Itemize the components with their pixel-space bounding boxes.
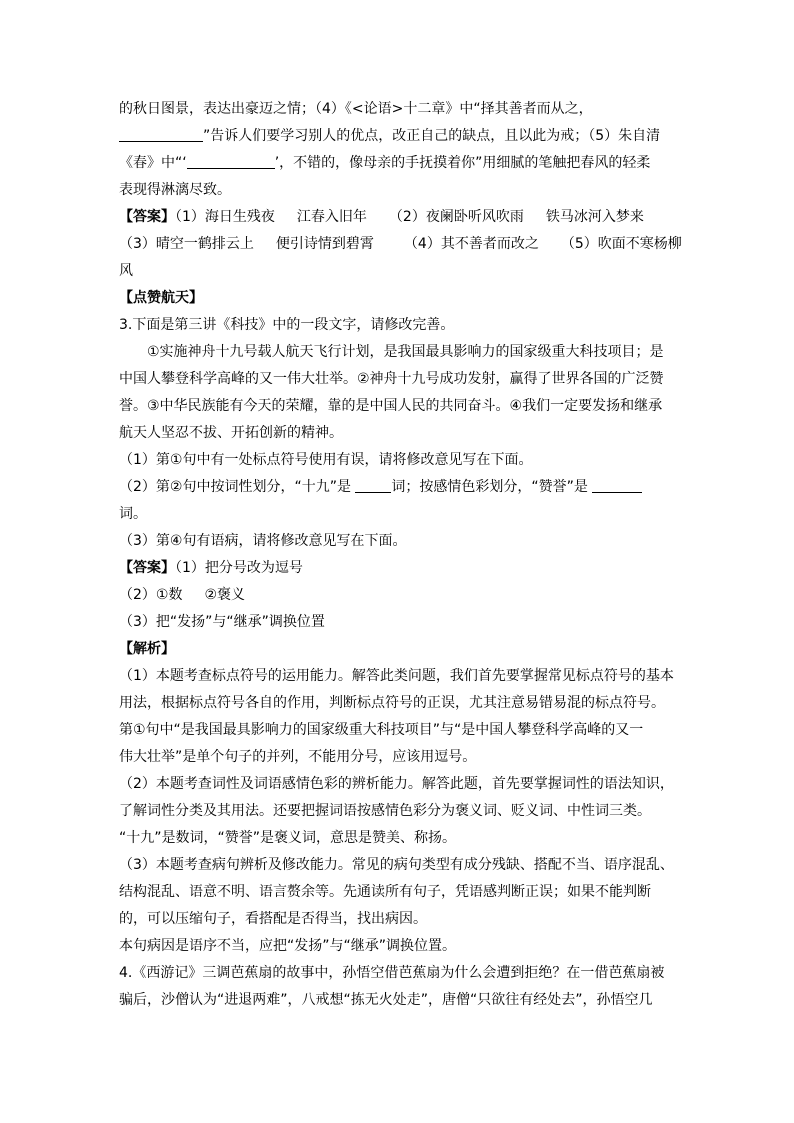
- text-segment: ’，不错的，像母亲的手抚摸着你”用细腻的笔触把春风的轻柔: [274, 155, 651, 171]
- fill-in-blank: [187, 152, 275, 169]
- fill-in-blank: [592, 476, 642, 493]
- text-segment: 词；按感情色彩划分，“赞誉”是: [391, 479, 588, 495]
- answer-line: [119, 231, 682, 258]
- answer-label: 【答案】: [119, 560, 175, 576]
- answer-segment: ②褒义: [204, 587, 246, 603]
- answer-label: 【答案】: [119, 209, 175, 225]
- analysis-line: 本句病因是语序不当，应把“发扬”与“继承”调换位置。: [119, 938, 457, 954]
- question-line: 骗后，沙僧认为“进退两难”，八戒想“拣无火处走”，唐僧“只欲往有经处去”，孙悟空几: [119, 992, 653, 1008]
- analysis-line: （3）本题考查病句辨析及修改能力。常见的病句类型有成分残缺、搭配不当、语序混乱、: [119, 857, 674, 873]
- answer-segment: （3）晴空一鹤排云上: [119, 236, 254, 252]
- text-segment: （2）第②句中按词性划分，“十九”是: [119, 479, 351, 495]
- document-page: [119, 96, 682, 1014]
- analysis-line: 伟大壮举”是单个句子的并列，不能用分号，应该用逗号。: [119, 749, 477, 765]
- answer-segment: （5）吹面不寒杨柳: [560, 236, 682, 252]
- answer-line: （3）把“发扬”与“继承”调换位置: [119, 614, 325, 630]
- passage-line: 航天人坚忍不拔、开拓创新的精神。: [119, 425, 343, 441]
- fill-in-blank: [119, 125, 203, 142]
- text-line: 表现得淋漓尽致。: [119, 182, 231, 198]
- analysis-line: 用法，根据标点符号各自的作用，判断标点符号的正误，尤其注意易错易混的标点符号。: [119, 695, 665, 711]
- sub-question: （3）第④句有语病，请将修改意见写在下面。: [119, 533, 407, 549]
- answer-segment: （4）其不善者而改之: [403, 236, 539, 252]
- text-segment: 《春》中“‘: [119, 155, 187, 171]
- answer-segment: 江春入旧年: [296, 209, 367, 225]
- analysis-heading: 【解析】: [119, 641, 175, 657]
- answer-line: [119, 582, 679, 609]
- text-line: [119, 123, 679, 150]
- question-title: 4.《西游记》三调芭蕉扇的故事中，孙悟空借芭蕉扇为什么会遭到拒绝？在一借芭蕉扇被: [119, 965, 665, 981]
- text-line: [119, 150, 679, 177]
- answer-line: [119, 204, 679, 231]
- text-segment: ”告诉人们要学习别人的优点，改正自己的缺点，且以此为戒；（5）朱自清: [203, 128, 661, 144]
- fill-in-blank: [355, 476, 391, 493]
- sub-question: 词。: [119, 506, 147, 522]
- answer-segment: （2）夜阑卧听风吹雨: [388, 209, 524, 225]
- passage-line: 中国人攀登科学高峰的又一伟大壮举。②神舟十九号成功发射，赢得了世界各国的广泛赞: [119, 371, 664, 387]
- answer-segment: （2）①数: [119, 587, 183, 603]
- analysis-line: 结构混乱、语意不明、语言赘余等。先通读所有句子，凭语感判断正误；如果不能判断: [119, 884, 651, 900]
- analysis-line: 第①句中“是我国最具影响力的国家级重大科技项目”与“是中国人攀登科学高峰的又一: [119, 722, 644, 738]
- text-line: 的秋日图景，表达出豪迈之情；（4）《<论语>十二章》中“择其善者而从之，: [119, 101, 593, 117]
- answer-segment: 便引诗情到碧霄: [275, 236, 374, 252]
- analysis-line: （1）本题考查标点符号的运用能力。解答此类问题，我们首先要掌握常见标点符号的基本: [119, 668, 674, 684]
- passage-line: ①实施神舟十九号载人航天飞行计划，是我国最具影响力的国家级重大科技项目；是: [147, 344, 664, 360]
- sub-question: [119, 474, 679, 501]
- section-heading: 【点赞航天】: [119, 290, 203, 306]
- analysis-line: 的，可以压缩句子，看搭配是否得当，找出病因。: [119, 911, 427, 927]
- analysis-line: （2）本题考查词性及词语感情色彩的辨析能力。解答此题，首先要掌握词性的语法知识，: [119, 776, 674, 792]
- question-title: 3.下面是第三讲《科技》中的一段文字，请修改完善。: [119, 317, 455, 333]
- answer-line: 风: [119, 263, 133, 279]
- answer-segment: （1）把分号改为逗号: [175, 560, 303, 576]
- analysis-line: 了解词性分类及其用法。还要把握词语按感情色彩分为褒义词、贬义词、中性词三类。: [119, 803, 651, 819]
- answer-line: [119, 555, 679, 582]
- passage-line: 誉。③中华民族能有今天的荣耀，靠的是中国人民的共同奋斗。④我们一定要发扬和继承: [119, 398, 663, 414]
- answer-segment: （1）海日生残夜: [175, 209, 275, 225]
- analysis-line: “十九”是数词，“赞誉”是褒义词，意思是赞美、称扬。: [119, 830, 457, 846]
- answer-segment: 铁马冰河入梦来: [545, 209, 644, 225]
- sub-question: （1）第①句中有一处标点符号使用有误，请将修改意见写在下面。: [119, 452, 533, 468]
